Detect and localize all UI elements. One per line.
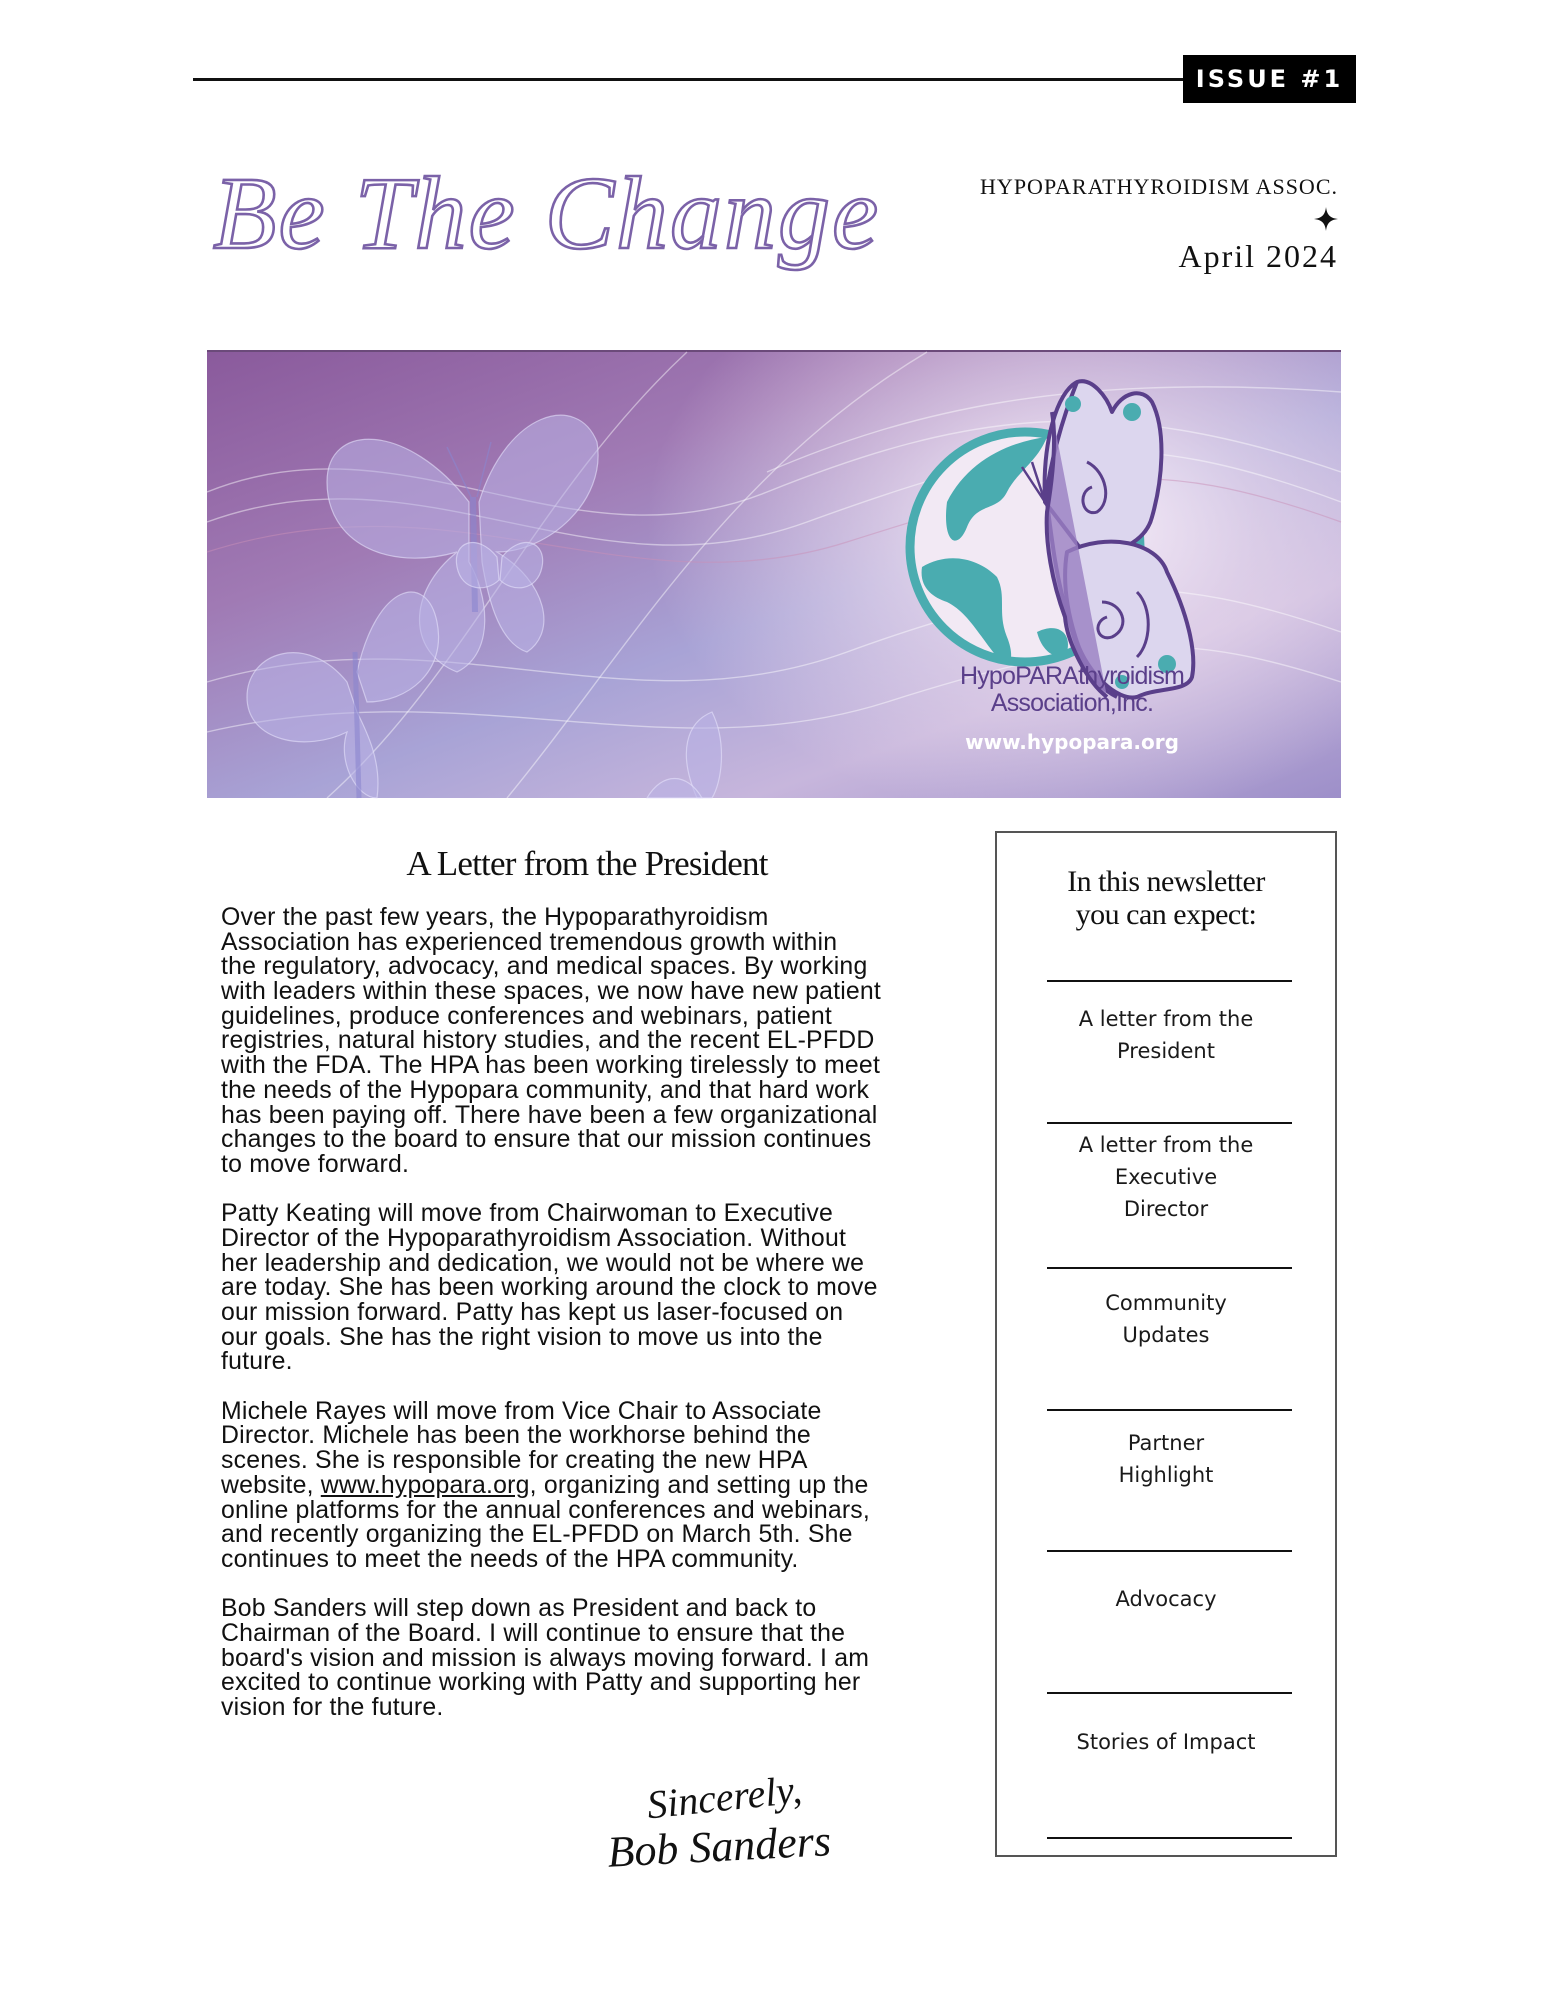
contents-divider [1047,1550,1292,1552]
letter-body [221,905,961,1744]
body-text-line: continues to meet the needs of the HPA community. [221,1544,799,1573]
paragraph-3 [221,1396,961,1573]
paragraph-1 [221,905,961,1177]
contents-divider [1047,980,1292,982]
org-name: HYPOPARATHYROIDISM ASSOC. [980,174,1338,199]
issue-badge [1183,55,1356,103]
contents-item-line: Director [1123,1197,1209,1221]
paragraph-3-link-line [221,1470,956,1499]
banner-image [207,350,1341,798]
contents-item-line: Stories of Impact [1076,1730,1256,1754]
contents-title-line2: you can expect: [1075,898,1257,931]
contents-item-line: Highlight [1118,1463,1214,1487]
contents-divider [1047,1267,1292,1269]
body-text-line: scenes. She is responsible for creating the new HPA [221,1446,808,1475]
link-line-before: website, [221,1470,321,1499]
contents-item-partner-highlight[interactable] [1017,1427,1315,1491]
body-text-line: future. [221,1347,293,1376]
paragraph-4 [221,1596,961,1719]
butterfly-decorations [247,415,721,798]
body-text-line: registries, natural history studies, and the recent EL-PFDD [221,1026,875,1055]
link-line-after: , organizing and setting up the [529,1470,869,1499]
contents-divider [1047,1837,1292,1839]
contents-item-line: Updates [1122,1323,1210,1347]
body-text-line: our goals. She has the right vision to move us into the [221,1322,823,1351]
contents-item-president-letter[interactable] [1017,1003,1315,1067]
contents-item-advocacy[interactable] [1017,1583,1315,1615]
contents-item-executive-director-letter[interactable] [1017,1129,1315,1225]
contents-item-line: A letter from the [1078,1007,1254,1031]
body-text-line: the needs of the Hypopara community, and that hard work [221,1075,870,1104]
body-text-line: changes to the board to ensure that our mission continues [221,1125,872,1154]
newsletter-contents-box [995,831,1337,1857]
body-text-line: Director of the Hypoparathyroidism Association. Without [221,1223,847,1252]
contents-item-line: President [1117,1039,1215,1063]
masthead-title-lettering [205,128,881,308]
contents-item-community-updates[interactable] [1017,1287,1315,1351]
issue-date: April 2024 [1178,238,1338,274]
body-text-line: the regulatory, advocacy, and medical spaces. By working [221,952,868,981]
contents-item-stories-of-impact[interactable] [1017,1726,1315,1758]
body-text-line: Bob Sanders will step down as President and back to [221,1594,817,1623]
body-text-line: and recently organizing the EL-PFDD on March 5th. She [221,1520,853,1549]
letter-heading: A Letter from the President [406,844,768,883]
masthead-title-text: Be The Change [213,156,881,271]
body-text-line: board's vision and mission is always moving forward. I am [221,1643,870,1672]
contents-item-line: Partner [1127,1431,1205,1455]
body-text-line: Association has experienced tremendous growth within [221,927,838,956]
hpa-logo [910,381,1193,697]
body-text-line: Director. Michele has been the workhorse behind the [221,1421,811,1450]
body-text-line: with leaders within these spaces, we now have new patient [221,977,882,1006]
bottom-butterfly-icon [647,712,721,798]
body-text-line: Michele Rayes will move from Vice Chair to Associate [221,1396,822,1425]
hypopara-website-link[interactable]: www.hypopara.org [320,1470,530,1499]
contents-item-line: Community [1105,1291,1227,1315]
body-text-line: with the FDA. The HPA has been working tirelessly to meet [221,1051,881,1080]
body-text-line: guidelines, produce conferences and webinars, patient [221,1001,832,1030]
paragraph-3-lines-after [221,1495,961,1573]
paragraph-2 [221,1201,961,1374]
contents-title-line1: In this newsletter [1067,865,1265,898]
body-text-line: vision for the future. [221,1693,444,1721]
contents-item-line: A letter from the [1078,1133,1254,1157]
paragraph-3-lines-before [221,1396,961,1475]
body-text-line: to move forward. [221,1149,410,1178]
body-text-line: her leadership and dedication, we would not be where we [221,1248,865,1277]
body-text-line: Over the past few years, the Hypoparathyroidism [221,903,769,931]
contents-item-line: Executive [1114,1165,1218,1189]
masthead-title [205,128,881,308]
contents-item-line: Advocacy [1115,1587,1217,1611]
contents-divider [1047,1692,1292,1694]
body-text-line: Patty Keating will move from Chairwoman to Executive [221,1199,834,1228]
body-text-line: excited to continue working with Patty and supporting her [221,1668,861,1697]
signature [590,1760,833,1880]
contents-title [997,865,1335,931]
body-text-line: Chairman of the Board. I will continue to ensure that the [221,1618,846,1647]
signature-name: Bob Sanders [606,1816,833,1877]
body-text-line: are today. She has been working around the clock to move [221,1273,878,1302]
body-text-line: has been paying off. There have been a few organizational [221,1100,878,1129]
four-point-star-icon [1314,207,1338,231]
issue-badge-label: ISSUE #1 [1195,65,1344,93]
signature-closing: Sincerely, [644,1766,804,1828]
contents-divider [1047,1409,1292,1411]
contents-divider [1047,1122,1292,1124]
logo-url: www.hypopara.org [965,730,1179,754]
body-text-line: our mission forward. Patty has kept us laser-focused on [221,1298,844,1326]
large-butterfly-icon [327,415,598,672]
logo-name-line1: HypoPARAthyroidism [959,662,1185,690]
body-text-line: online platforms for the annual conferences and webinars, [221,1495,871,1524]
lower-butterfly-icon [247,592,439,798]
signature-lettering [590,1760,833,1880]
top-rule-divider [193,78,1185,81]
logo-name-line2: Association,Inc. [990,689,1154,717]
